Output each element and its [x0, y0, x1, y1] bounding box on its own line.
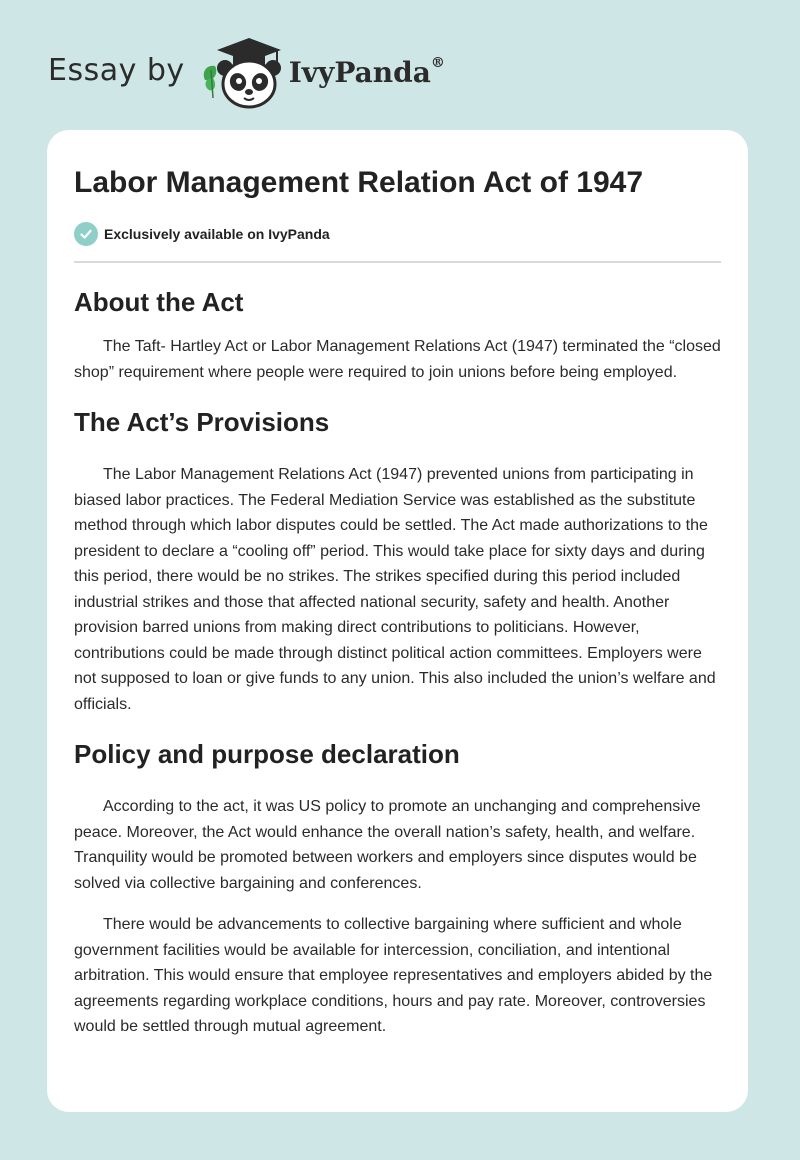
section-heading-about: About the Act: [74, 287, 244, 317]
title-divider: [74, 261, 721, 263]
brand-name: [289, 56, 445, 89]
section-paragraph: The Labor Management Relations Act (1947) prevented unions from participating in biased labor practices. The Federal Mediation Service was established as the substitute method through which labor disputes could be settled. The Act made authorizations to the president to declare a “cooling off” period. This would take place for sixty days and during this period, there would be no strikes. The strikes specified during this period included industrial strikes and those that affected national security, safety and health. Another provision barred unions from making direct contributions to politicians. However, contributions could be made through distinct political action committees. Employers were not supposed to loan or give funds to any union. This also included the union’s welfare and officials.: [74, 466, 716, 713]
section-paragraph: There would be advancements to collective bargaining where sufficient and whole government facilities would be available for intercession, conciliation, and intentional arbitration. This would ensure that employee representatives and employers abided by the agreements regarding workplace conditions, hours and pay rate. Moreover, controversies would be settled through mutual agreement.: [74, 916, 713, 1035]
brand-prefix: Essay by: [48, 52, 185, 88]
panda-graduate-icon: [199, 36, 285, 112]
check-icon: [74, 222, 98, 246]
page-title: Labor Management Relation Act of 1947: [74, 166, 644, 199]
registered-mark: ®: [430, 55, 445, 72]
essay-content: [74, 280, 721, 1040]
essay-card: [47, 130, 748, 1112]
badge-label: Exclusively available on IvyPanda: [104, 226, 330, 242]
section-paragraph: According to the act, it was US policy to promote an unchanging and comprehensive peace. Moreover, the Act would enhance the overall nation’s safety, health, and welfare. Tranquility would be promoted between workers and employers since disputes would be solved via collective bargaining and conferences.: [74, 798, 701, 892]
brand-header: [48, 34, 445, 114]
section-heading-provisions: The Act’s Provisions: [74, 407, 330, 437]
section-heading-policy: Policy and purpose declaration: [74, 739, 460, 769]
brand-name-text: IvyPanda: [288, 55, 431, 89]
exclusive-badge: [74, 222, 330, 246]
section-paragraph: The Taft- Hartley Act or Labor Management Relations Act (1947) terminated the “closed shop” requirement where people were required to join unions before being employed.: [74, 338, 721, 381]
